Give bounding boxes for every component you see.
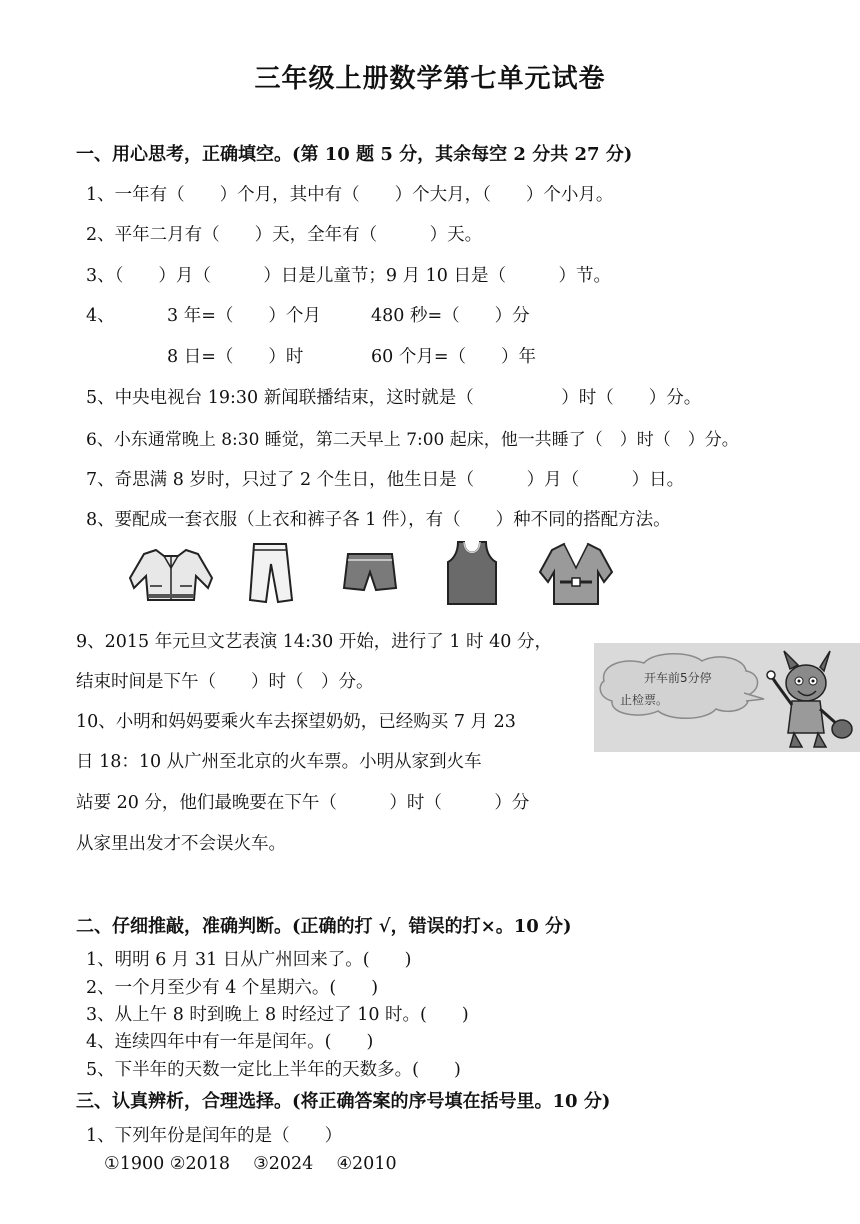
shorts-icon (342, 538, 398, 608)
question-1-2: 2、平年二月有（ ）天，全年有（ ）天。 (86, 225, 483, 245)
notice-text-line-1: 开车前5分停 (644, 671, 712, 685)
jacket-icon (126, 538, 216, 608)
question-1-4-part-a: 3 年=（ ）个月 (167, 306, 321, 326)
judge-item-1: 1、明明 6 月 31 日从广州回来了。( ) (86, 950, 412, 970)
question-1-7: 7、奇思满 8 岁时，只过了 2 个生日，他生日是（ ）月（ ）日。 (86, 470, 685, 490)
question-1-4-part-d: 60 个月=（ ）年 (371, 347, 536, 367)
question-1-10-line-2: 日 18：10 从广州至北京的火车票。小明从家到火车 (76, 752, 482, 772)
judge-item-5: 5、下半年的天数一定比上半年的天数多。( ) (86, 1060, 461, 1080)
question-1-5: 5、中央电视台 19:30 新闻联播结束，这时就是（ ）时（ ）分。 (86, 388, 702, 408)
question-1-10-line-3: 站要 20 分，他们最晚要在下午（ ）时（ ）分 (76, 793, 530, 813)
question-1-4-part-b: 480 秒=（ ）分 (371, 306, 530, 326)
question-1-1: 1、一年有（ ）个月，其中有（ ）个大月，（ ）个小月。 (86, 185, 614, 205)
question-1-3: 3、（ ）月（ ）日是儿童节；9 月 10 日是（ ）节。 (86, 266, 611, 286)
question-1-10-line-1: 10、小明和妈妈要乘火车去探望奶奶，已经购买 7 月 23 (76, 712, 516, 732)
long-pants-icon (240, 538, 300, 608)
judge-item-3: 3、从上午 8 时到晚上 8 时经过了 10 时。( ) (86, 1005, 469, 1025)
question-1-9-line-1: 9、2015 年元旦文艺表演 14:30 开始，进行了 1 时 40 分， (76, 632, 552, 652)
page-title: 三年级上册数学第七单元试卷 (254, 64, 606, 94)
choice-question-1: 1、下列年份是闰年的是（ ） (86, 1126, 343, 1146)
section3-heading: 三、认真辨析，合理选择。(将正确答案的序号填在括号里。10 分) (76, 1091, 611, 1112)
clothing-illustrations (120, 538, 620, 608)
tank-top-icon (442, 538, 502, 608)
question-1-8: 8、要配成一套衣服（上衣和裤子各 1 件），有（ ）种不同的搭配方法。 (86, 510, 671, 530)
notice-text-line-2: 止检票。 (620, 693, 669, 707)
question-1-6: 6、小东通常晚上 8:30 睡觉，第二天早上 7:00 起床，他一共睡了（ ）时（ ）分。 (86, 430, 739, 450)
section1-heading: 一、用心思考，正确填空。(第 10 题 5 分，其余每空 2 分共 27 分) (76, 144, 633, 165)
blazer-icon (538, 538, 614, 608)
section2-heading: 二、仔细推敲，准确判断。(正确的打 √，错误的打×。10 分) (76, 916, 572, 937)
question-1-4-number: 4、 (86, 306, 115, 326)
ticket-notice-illustration (594, 643, 860, 752)
choice-question-1-options: ①1900 ②2018 ③2024 ④2010 (104, 1154, 397, 1174)
judge-item-4: 4、连续四年中有一年是闰年。( ) (86, 1032, 374, 1052)
question-1-10-line-4: 从家里出发才不会误火车。 (76, 834, 286, 854)
question-1-9-line-2: 结束时间是下午（ ）时（ ）分。 (76, 672, 374, 692)
judge-item-2: 2、一个月至少有 4 个星期六。( ) (86, 978, 379, 998)
question-1-4-part-c: 8 日=（ ）时 (167, 347, 304, 367)
